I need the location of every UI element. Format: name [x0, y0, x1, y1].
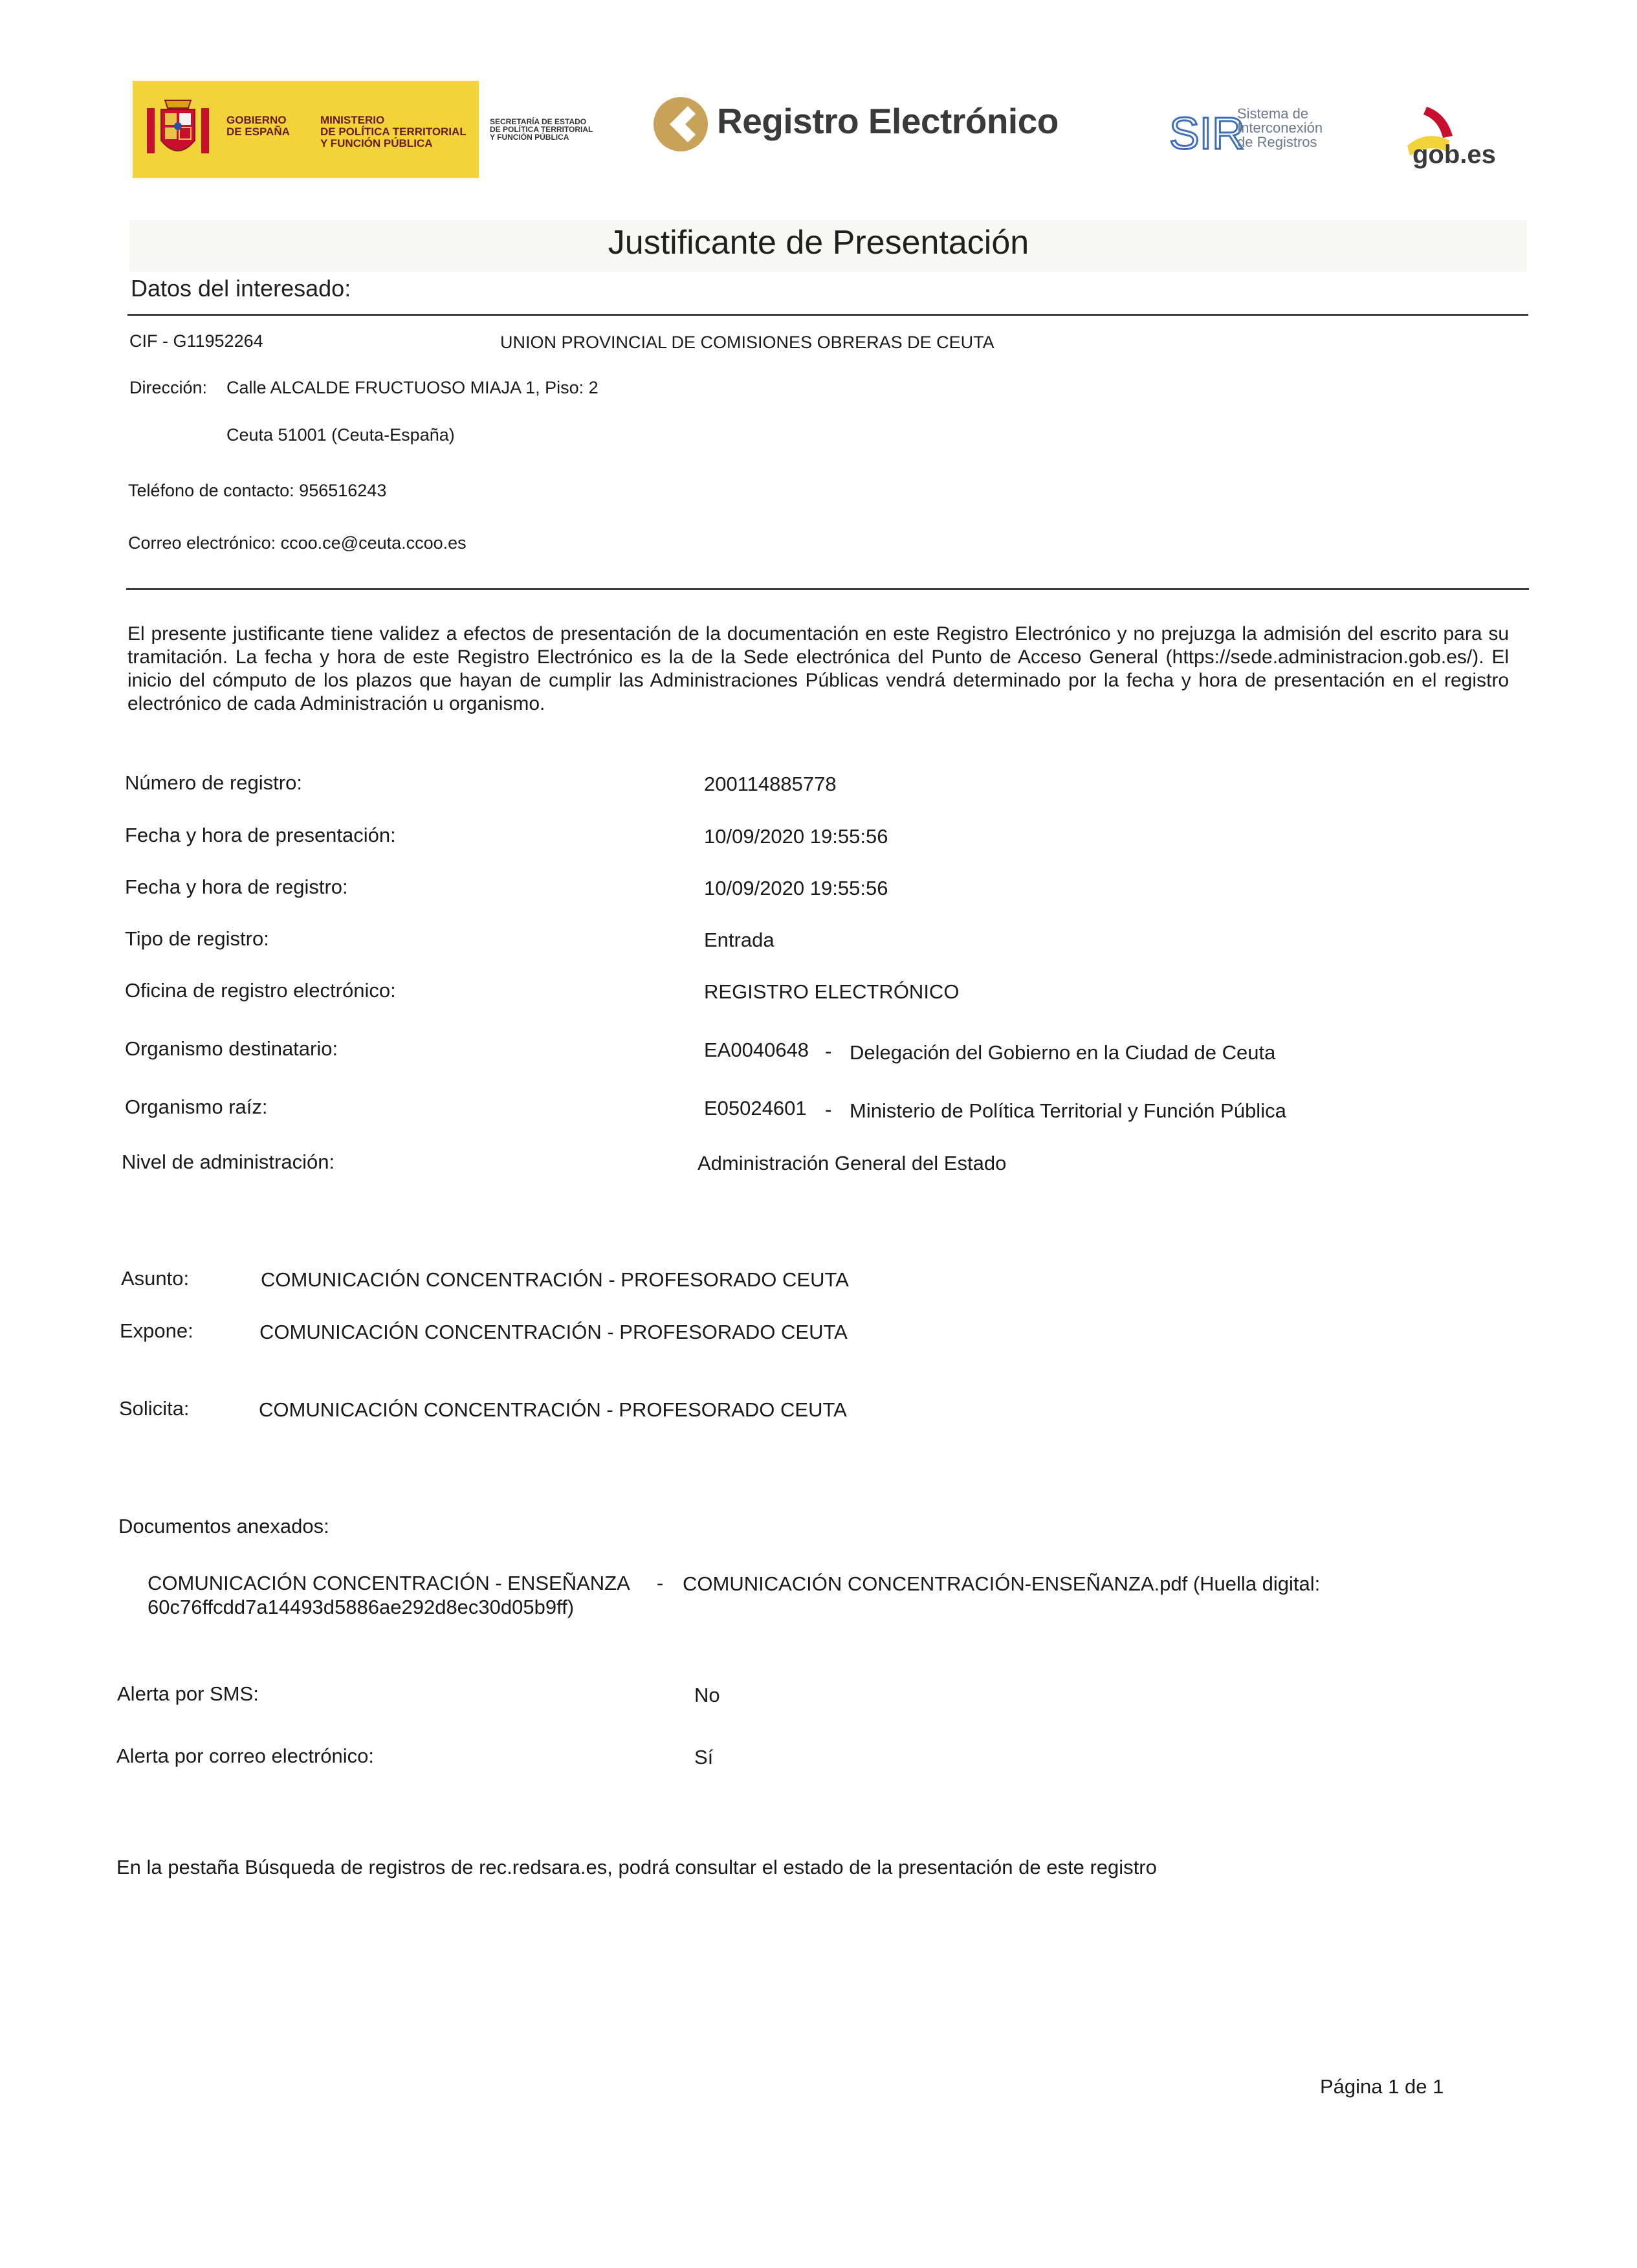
nivel-label: Nivel de administración: — [122, 1151, 335, 1173]
organismo-raiz-separator: - — [825, 1098, 832, 1121]
alerta-sms-label: Alerta por SMS: — [117, 1682, 259, 1705]
tipo-registro-label: Tipo de registro: — [125, 927, 269, 950]
asunto-value: COMUNICACIÓN CONCENTRACIÓN - PROFESORADO CEUTA — [261, 1268, 849, 1291]
destinatario-code: EA0040648 — [704, 1039, 809, 1061]
nivel-value: Administración General del Estado — [698, 1152, 1007, 1174]
fecha-registro-label: Fecha y hora de registro: — [125, 875, 348, 898]
tipo-registro-value: Entrada — [704, 929, 775, 951]
destinatario-name: Delegación del Gobierno en la Ciudad de Ceuta — [850, 1041, 1276, 1064]
divider — [127, 314, 1528, 316]
solicita-value: COMUNICACIÓN CONCENTRACIÓN - PROFESORADO CEUTA — [259, 1398, 847, 1421]
alerta-email-label: Alerta por correo electrónico: — [116, 1745, 375, 1767]
numero-registro-value: 200114885778 — [704, 773, 837, 795]
page-title: Justificante de Presentación — [608, 224, 1029, 261]
correo-value: Correo electrónico: ccoo.ce@ceuta.ccoo.es — [128, 533, 467, 553]
sir-logo-icon — [1168, 107, 1245, 159]
expone-value: COMUNICACIÓN CONCENTRACIÓN - PROFESORADO CEUTA — [259, 1321, 848, 1343]
expone-label: Expone: — [120, 1319, 193, 1342]
gobierno-espana-logo — [133, 81, 479, 178]
alerta-sms-value: No — [694, 1684, 720, 1706]
fecha-registro-value: 10/09/2020 19:55:56 — [704, 877, 888, 899]
telefono-value: Teléfono de contacto: 956516243 — [128, 481, 387, 500]
alerta-email-value: Sí — [694, 1746, 714, 1768]
gobierno-label: GOBIERNO DE ESPAÑA — [226, 114, 290, 138]
secretaria-label: SECRETARÍA DE ESTADO DE POLÍTICA TERRITORIAL Y FUNCIÓN PÚBLICA — [490, 117, 593, 142]
fecha-presentacion-label: Fecha y hora de presentación: — [125, 824, 396, 846]
footer-info: En la pestaña Búsqueda de registros de rec.redsara.es, podrá consultar el estado de la presentación de este registro — [116, 1856, 1157, 1878]
destinatario-label: Organismo destinatario: — [125, 1037, 338, 1060]
documento-name: COMUNICACIÓN CONCENTRACIÓN - ENSEÑANZA — [148, 1572, 630, 1594]
gob-es-logo — [1401, 100, 1496, 171]
direccion-label: Dirección: — [129, 378, 208, 397]
documentos-label: Documentos anexados: — [118, 1515, 329, 1537]
validity-notice: El presente justificante tiene validez a efectos de presentación de la documentación en este Registro Electrónico y no prejuzga la admisión del escrito para su tramitación. La fecha y hora de este Registro Electrónico es la de la Sede electrónica del Punto de Acceso General (https://sede.administracion.gob.es/). El inicio del cómputo de los plazos que hayan de cumplir las Administraciones Públicas vendrá determinado por la fecha y hora de presentación en el registro electrónico de cada Administración u organismo. — [127, 623, 1509, 714]
organismo-raiz-code: E05024601 — [704, 1097, 807, 1119]
solicita-label: Solicita: — [119, 1397, 190, 1420]
section-interesado-heading: Datos del interesado: — [131, 275, 351, 302]
oficina-label: Oficina de registro electrónico: — [125, 979, 396, 1002]
direccion-value: Calle ALCALDE FRUCTUOSO MIAJA 1, Piso: 2 — [226, 378, 599, 397]
oficina-value: REGISTRO ELECTRÓNICO — [704, 980, 960, 1003]
sir-label: Sistema de Interconexión de Registros — [1237, 105, 1323, 150]
ciudad-value: Ceuta 51001 (Ceuta-España) — [226, 425, 455, 445]
registro-electronico-logo-icon — [650, 91, 712, 159]
documento-separator: - — [657, 1572, 664, 1594]
divider — [126, 588, 1529, 590]
destinatario-separator: - — [825, 1040, 832, 1062]
registro-electronico-title: Registro Electrónico — [717, 101, 1059, 141]
coat-of-arms-icon — [146, 95, 210, 165]
sir-mark: SIR — [1169, 108, 1245, 159]
numero-registro-label: Número de registro: — [125, 771, 302, 794]
ministerio-label: MINISTERIO DE POLÍTICA TERRITORIAL Y FUNCIÓN PÚBLICA — [320, 114, 467, 149]
organismo-raiz-label: Organismo raíz: — [125, 1095, 268, 1118]
asunto-label: Asunto: — [121, 1267, 190, 1290]
interesado-name: UNION PROVINCIAL DE COMISIONES OBRERAS DE CEUTA — [500, 333, 994, 352]
gob-es-label: gob.es — [1412, 140, 1496, 169]
documento-hash: 60c76ffcdd7a14493d5886ae292d8ec30d05b9ff) — [148, 1596, 575, 1618]
cif-value: CIF - G11952264 — [129, 331, 263, 351]
fecha-presentacion-value: 10/09/2020 19:55:56 — [704, 825, 888, 848]
organismo-raiz-name: Ministerio de Política Territorial y Función Pública — [850, 1099, 1286, 1122]
documento-file: COMUNICACIÓN CONCENTRACIÓN-ENSEÑANZA.pdf (Huella digital: — [683, 1572, 1321, 1595]
page-number: Página 1 de 1 — [1320, 2075, 1444, 2098]
